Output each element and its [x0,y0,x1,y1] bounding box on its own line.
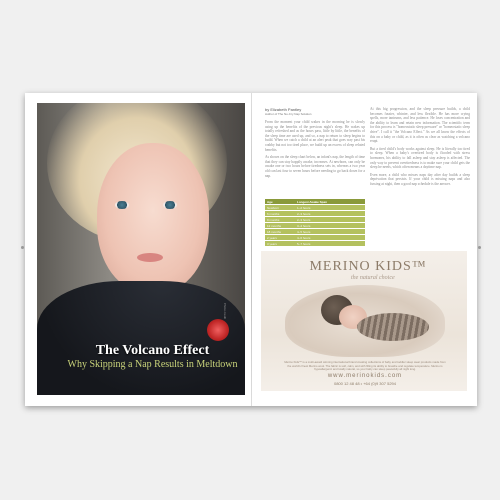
left-eye [115,201,129,209]
page-edge-marker-left [21,246,24,249]
table-cell: 2–3 hours [295,217,365,223]
byline: by Elizabeth Pantley [265,107,302,112]
table-cell: 6 months [265,211,295,217]
table-header: Longest Awake Span [295,199,365,205]
table-cell: 5–7 hours [295,241,365,247]
table-cell: 18 months [265,229,295,235]
baby-sleeping-bag [357,313,429,341]
table-row [265,241,365,247]
paragraph: Even more, a child who misses naps day after day builds a sleep deprivation that persists. If your child is missing naps and also fussing at night, then a good nap schedule is the answer. [370,172,470,186]
paragraph: As shown on the sleep chart below, an infant's nap, the length of time that they can stay happily awake, increases. At newborn, can only be awake one or two hours before tiredness sets in, whereas a two year old can last four to seven hours before needing to go back down for a nap. [265,155,365,178]
photo-credit: Photo credit [223,303,227,320]
table-cell: 3–4 hours [295,223,365,229]
paragraph: But a tired child's body works against sleep. He is literally too tired to sleep. When a baby's overtired body is flooded with stress hormones, his ability to fall asleep and stay asleep is affected. The only way to prevent overtiredness is to make sure your child gets the sleep he needs, which often means a daytime nap. [370,146,470,170]
right-eye [163,201,177,209]
text-column-1 [265,120,365,196]
sleep-table [265,199,365,246]
table-cell: 12 months [265,223,295,229]
article-subtitle: Why Skipping a Nap Results in Meltdown [67,359,238,370]
table-cell: 9 months [265,217,295,223]
page-edge-marker-right [478,246,481,249]
paragraph: At this big progression, and the sleep pressure builds, a child becomes fussier, whinier, and less flexible. He has more crying spells, more tantrums, and less patience. He loses concentration and the ability to learn and retain new information. The scientific term for this process is "homeostatic sleep pressure" or "homeostatic sleep drive". I call it "the Volcano Effect." As we all know the effects of this on a baby or child, as it is often as clear as watching a volcano erupt. [370,107,470,144]
paragraph: From the moment your child wakes in the morning he is slowly using up the benefits of the previous night's sleep. He wakes up totally refreshed and as the hours pass, little by little, the benefits of the sleep time are used up, and so, a nap to return to sleep begins to build. When we catch a child at an alert peak that goes way past his crabby but not too tired place, we build up an excess of sleep related benefits. [265,120,365,152]
article-title: The Volcano Effect [95,343,210,358]
table-header: Age [265,199,295,205]
ad-brand: MERINO KIDS™ [309,259,427,274]
child-face [97,143,209,293]
table-cell: 4–6 hours [295,235,365,241]
page-gutter [251,93,252,406]
ad-body-text: Merino Kids™ is a multi-award winning international brand creating collections of baby and toddler sleep wear products made from the world's finest Merino wool. The fabric is soft, calm, and with filling its ability to breathe and regulate temperature. Merino is hypoallergenic and totally natural, so your baby can sleep peacefully all night long. [284,360,446,372]
ad-phone: 0800 12 48 48 • +64 (0)9 307 5294 [333,381,396,386]
ad-tagline: the natural choice [351,275,395,281]
merino-kids-advert [261,251,467,391]
byline-subtitle: Author of The No-Cry Nap Solution [265,112,312,116]
table-cell: 2–3 hours [295,211,365,217]
table-cell: 3 years [265,241,295,247]
ad-url: www.merinokids.com [327,373,403,379]
table-cell: 1–2 hours [295,205,365,211]
magazine-spread [25,93,477,406]
text-column-2 [370,107,470,247]
child-lips [137,253,163,262]
table-cell: 2 years [265,235,295,241]
table-cell: 4–5 hours [295,229,365,235]
table-cell: Newborn [265,205,295,211]
